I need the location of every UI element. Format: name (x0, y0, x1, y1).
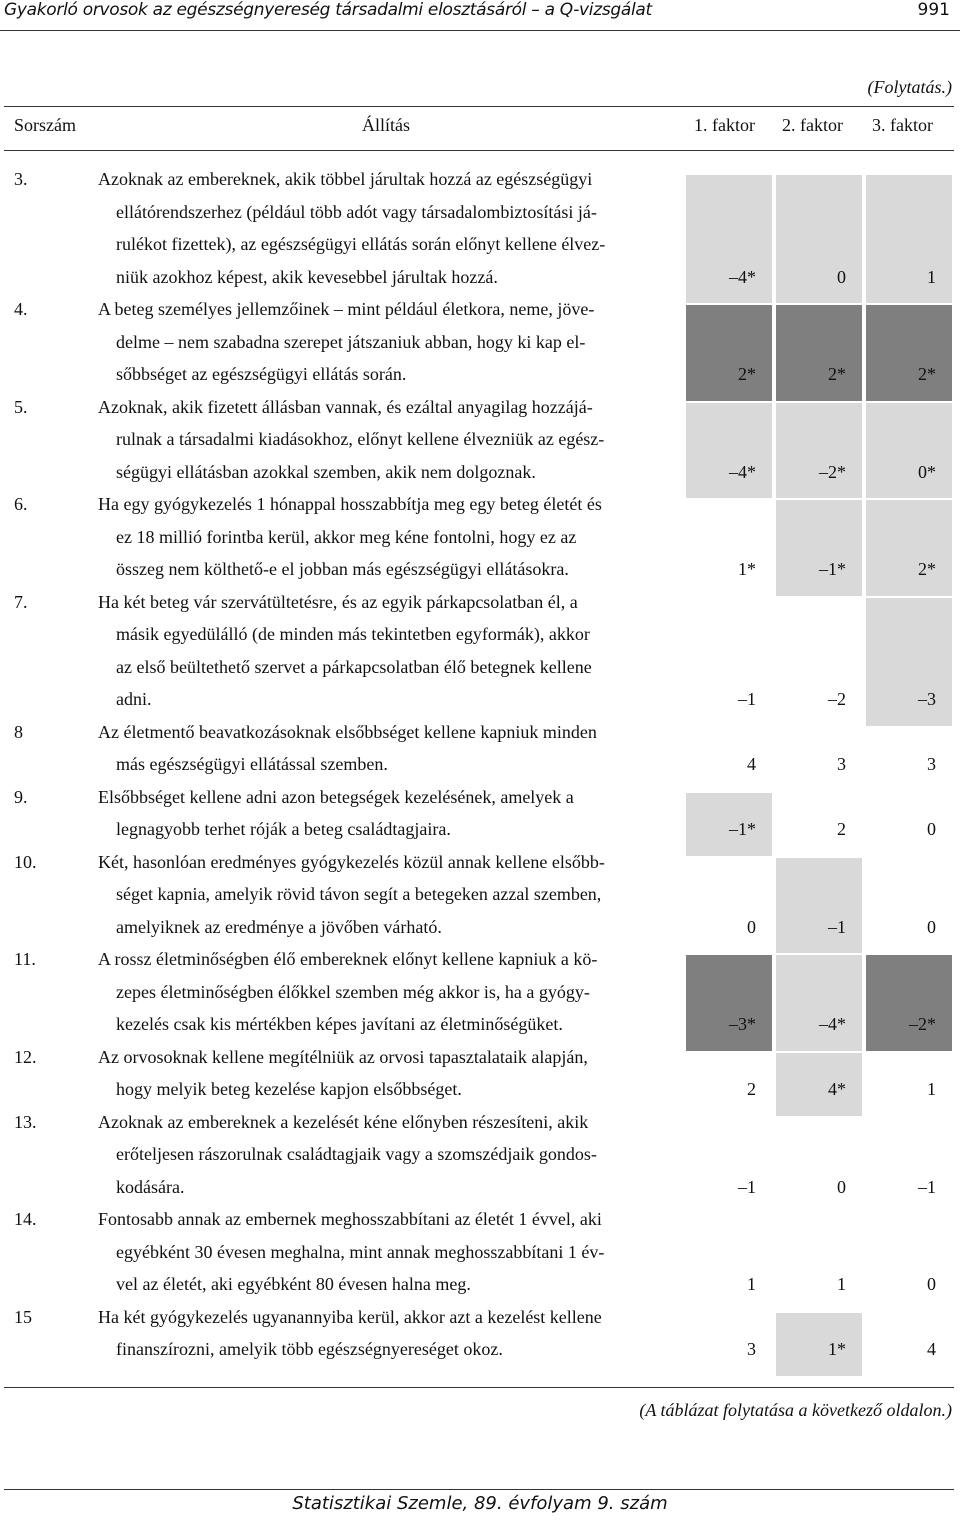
factor-1-value: –1 (738, 1176, 756, 1197)
continued-label: (Folytatás.) (867, 77, 952, 97)
row-number: 9. (14, 786, 28, 807)
statement-line: kezelés csak kis mértékben képes javítani az életminőségüket. (116, 1014, 563, 1034)
table-row (0, 1108, 960, 1206)
factor-2-value: 4* (828, 1079, 846, 1099)
table-row (0, 295, 960, 393)
table-row (0, 848, 960, 946)
column-header-number: Sorszám (14, 115, 76, 135)
table-row (0, 718, 960, 783)
statement-line: sőbbséget az egészségügyi ellátás során. (116, 364, 407, 384)
row-number: 8 (14, 721, 23, 742)
factor-2-value: 3 (837, 754, 846, 774)
row-number: 15 (14, 1306, 32, 1327)
column-header-factor-1: 1. faktor (694, 115, 755, 135)
statement-text (98, 1301, 678, 1366)
row-number: 14. (14, 1209, 37, 1229)
statement-text (98, 293, 678, 391)
running-title: Gyakorló orvosok az egészségnyereség társadalmi elosztásáról – a Q-vizsgálat (4, 0, 652, 20)
running-header (0, 0, 960, 31)
row-number: 13. (14, 1111, 37, 1132)
factor-1-value: –1 (738, 689, 756, 709)
statement-text (98, 846, 678, 944)
statement-line: Azoknak az embereknek, akik többel járultak hozzá az egészségügyi (98, 169, 593, 189)
statement-line: delme – nem szabadna szerepet játszaniuk abban, hogy ki kap el- (116, 331, 586, 352)
table-row (0, 588, 960, 718)
table-row (0, 393, 960, 491)
table-row (0, 1303, 960, 1368)
column-header-statement: Állítás (362, 115, 410, 135)
statement-line: rulnak a társadalmi kiadásokhoz, előnyt kellene élvezniük az egész- (116, 429, 605, 449)
column-header-factor-2: 2. faktor (782, 115, 843, 135)
statement-line: másik egyedülálló (de minden más tekintetben egyformák), akkor (116, 624, 590, 644)
row-number: 4. (14, 299, 28, 319)
statement-line: Fontosabb annak az embernek meghosszabbítani az életét 1 évvel, aki (98, 1209, 602, 1229)
row-number: 7. (14, 591, 28, 612)
factor-3-value: 2* (918, 364, 936, 384)
factor-3-value: 1 (927, 1079, 936, 1099)
statement-line: niük azokhoz képest, akik kevesebbel járultak hozzá. (116, 266, 498, 287)
statement-line: egyébként 30 évesen meghalna, mint annak meghosszabbítani 1 év- (116, 1241, 605, 1262)
statement-line: az első beültethető szervet a párkapcsolatban élő betegnek kellene (116, 656, 592, 677)
factor-2-value: 1 (837, 1274, 846, 1294)
statement-line: más egészségügyi ellátással szemben. (116, 754, 388, 774)
factor-3-value: 1 (927, 266, 936, 287)
table-header-rule (4, 150, 954, 151)
statement-line: amelyiknek az eredménye a jövőben várható. (116, 916, 442, 937)
statement-line: A beteg személyes jellemzőinek – mint például életkora, neme, jöve- (98, 299, 595, 319)
factor-3-value: –1 (918, 1176, 936, 1197)
statement-line: séget kapnia, amelyik rövid távon segít a betegeken azzal szemben, (116, 884, 602, 904)
factor-2-value: –2* (819, 461, 846, 482)
factor-2-value: –4* (819, 1014, 846, 1034)
statement-text (98, 716, 678, 781)
factor-2-value: –1 (828, 916, 846, 937)
factor-2-value: 2* (828, 364, 846, 384)
table-row (0, 1205, 960, 1303)
page-number: 991 (917, 0, 950, 20)
statement-line: hogy melyik beteg kezelése kapjon elsőbbséget. (116, 1079, 462, 1099)
table-row (0, 490, 960, 588)
statement-line: zepes életminőségben élőkkel szemben még akkor is, ha a gyógy- (116, 981, 590, 1002)
factor-1-value: 0 (747, 916, 756, 937)
statement-text (98, 163, 678, 293)
factor-3-value: –3 (918, 689, 936, 709)
statement-line: Két, hasonlóan eredményes gyógykezelés közül annak kellene elsőbb- (98, 851, 605, 872)
statement-line: Azoknak, akik fizetett állásban vannak, és ezáltal anyagilag hozzájá- (98, 396, 593, 417)
factor-2-value: –2 (828, 689, 846, 709)
factor-1-value: 2* (738, 364, 756, 384)
table-row (0, 783, 960, 848)
factor-3-value: 0 (927, 819, 936, 839)
row-number: 12. (14, 1046, 37, 1067)
statement-line: erőteljesen rászorulnak családtagjaik vagy a szomszédjaik gondos- (116, 1144, 597, 1164)
statement-line: adni. (116, 689, 152, 709)
table-bottom-rule (4, 1387, 954, 1388)
factor-1-value: –4* (729, 266, 756, 287)
factor-2-value: –1* (819, 559, 846, 579)
table-continuation-note: (A táblázat folytatása a következő oldalon.) (639, 1400, 952, 1420)
factor-2-value: 1* (828, 1339, 846, 1359)
column-header-factor-3: 3. faktor (872, 115, 933, 135)
statement-line: ellátórendszerhez (például több adót vagy társadalombiztosítási já- (116, 201, 597, 222)
factor-2-value: 0 (837, 266, 846, 287)
row-number: 10. (14, 851, 37, 872)
factor-3-value: 2* (918, 559, 936, 579)
row-number: 11. (14, 949, 36, 969)
statement-text (98, 1203, 678, 1301)
statement-line: legnagyobb terhet róják a beteg családtagjaira. (116, 819, 451, 839)
statement-line: Ha egy gyógykezelés 1 hónappal hosszabbítja meg egy beteg életét és (98, 494, 602, 514)
factor-1-value: 1* (738, 559, 756, 579)
statement-line: kodására. (116, 1176, 185, 1197)
row-number: 5. (14, 396, 28, 417)
row-number: 3. (14, 169, 28, 189)
factor-3-value: 3 (927, 754, 936, 774)
factor-1-value: –1* (729, 819, 756, 839)
factor-1-value: 2 (747, 1079, 756, 1099)
statement-text (98, 1106, 678, 1204)
factor-1-value: –4* (729, 461, 756, 482)
running-footer: Statisztikai Szemle, 89. évfolyam 9. szám (292, 1493, 668, 1514)
table-top-rule (4, 106, 954, 107)
statement-line: Ha két beteg vár szervátültetésre, és az egyik párkapcsolatban él, a (98, 591, 578, 612)
factor-2-value: 0 (837, 1176, 846, 1197)
statement-text (98, 781, 678, 846)
factor-1-value: 4 (747, 754, 756, 774)
factor-1-value: 3 (747, 1339, 756, 1359)
factor-2-value: 2 (837, 819, 846, 839)
statement-line: Azoknak az embereknek a kezelését kéne előnyben részesíteni, akik (98, 1111, 589, 1132)
statement-line: rulékot fizettek), az egészségügyi ellátás során előnyt kellene élvez- (116, 234, 606, 254)
statement-line: összeg nem költhető-e el jobban más egészségügyi ellátásokra. (116, 559, 569, 579)
footer-rule (4, 1489, 954, 1490)
factor-3-value: 0 (927, 916, 936, 937)
statement-text (98, 1041, 678, 1106)
statement-line: ségügyi ellátásban azokkal szemben, akik nem dolgoznak. (116, 461, 536, 482)
factor-1-value: 1 (747, 1274, 756, 1294)
row-number: 6. (14, 494, 28, 514)
table-row (0, 945, 960, 1043)
table-row (0, 165, 960, 295)
statement-line: Az életmentő beavatkozásoknak elsőbbséget kellene kapniuk minden (98, 721, 597, 742)
statement-line: Ha két gyógykezelés ugyanannyiba kerül, akkor azt a kezelést kellene (98, 1306, 602, 1327)
factor-3-value: 0 (927, 1274, 936, 1294)
statement-line: finanszírozni, amelyik több egészségnyereséget okoz. (116, 1339, 503, 1359)
factor-1-value: –3* (729, 1014, 756, 1034)
statement-text (98, 586, 678, 716)
statement-line: Elsőbbséget kellene adni azon betegségek kezelésének, amelyek a (98, 786, 574, 807)
statement-line: vel az életét, aki egyébként 80 évesen halna meg. (116, 1274, 471, 1294)
factor-3-value: 4 (927, 1339, 936, 1359)
table-row (0, 1043, 960, 1108)
statement-line: A rossz életminőségben élő embereknek előnyt kellene kapniuk a kö- (98, 949, 598, 969)
factor-3-value: –2* (909, 1014, 936, 1034)
statement-text (98, 488, 678, 586)
statement-text (98, 943, 678, 1041)
statement-line: ez 18 millió forintba kerül, akkor meg kéne fontolni, hogy ez az (116, 526, 577, 547)
statement-text (98, 391, 678, 489)
statement-line: Az orvosoknak kellene megítélniük az orvosi tapasztalataik alapján, (98, 1046, 588, 1067)
factor-3-value: 0* (918, 461, 936, 482)
